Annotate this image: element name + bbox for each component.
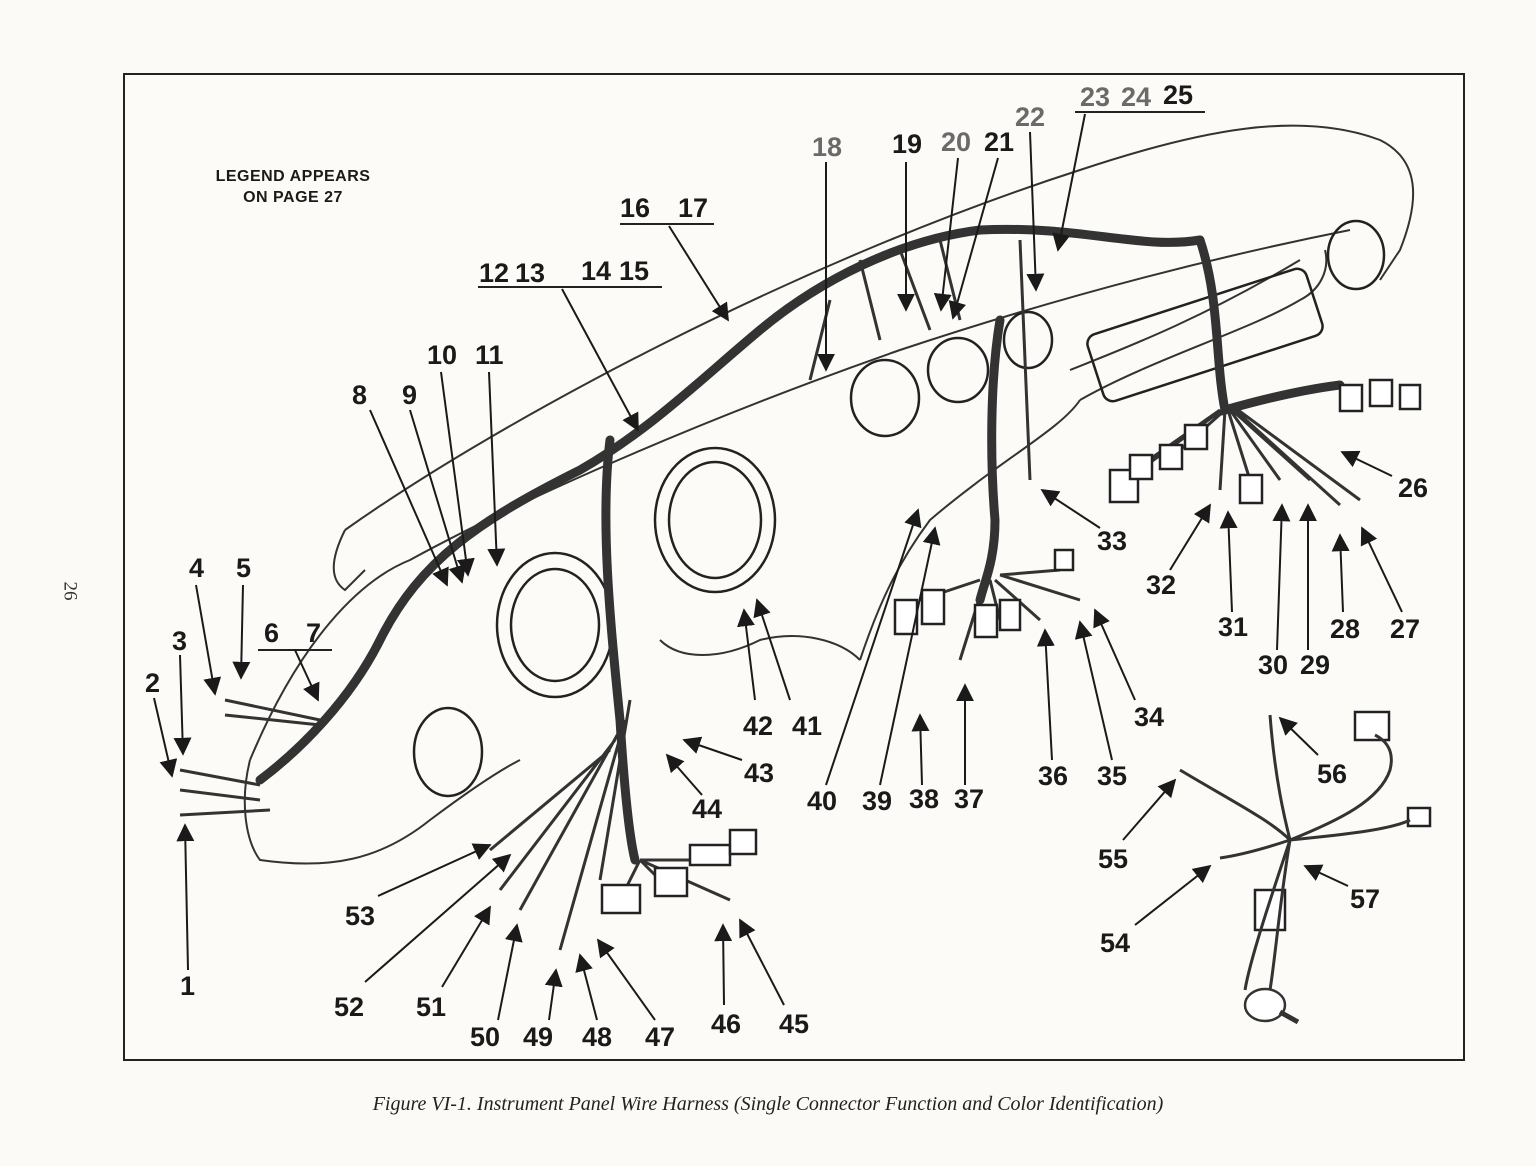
callout-52: 52: [334, 992, 365, 1022]
right-vent: [1328, 221, 1384, 289]
connector: [1240, 475, 1262, 503]
callout-22: 22: [1015, 102, 1046, 132]
callout-55: 55: [1098, 844, 1129, 874]
callout-41: 41: [792, 711, 823, 741]
callout-54: 54: [1100, 928, 1131, 958]
glove-box-outline: [1085, 266, 1325, 404]
callout-47: 47: [645, 1022, 676, 1052]
callout-1: 1: [180, 971, 196, 1001]
callout-29: 29: [1300, 650, 1331, 680]
tachometer-gauge: [655, 448, 775, 592]
connector: [690, 845, 730, 865]
legend-line-2: ON PAGE 27: [243, 189, 343, 206]
left-vent: [414, 708, 482, 796]
callout-3: 3: [172, 626, 188, 656]
callout-49: 49: [523, 1022, 554, 1052]
callout-46: 46: [711, 1009, 742, 1039]
callout-27: 27: [1390, 614, 1421, 644]
callout-33: 33: [1097, 526, 1128, 556]
callout-19: 19: [892, 129, 923, 159]
small-gauge-1: [851, 360, 919, 436]
callout-43: 43: [744, 758, 775, 788]
callout-45: 45: [779, 1009, 810, 1039]
connector: [1355, 712, 1389, 740]
speedometer-gauge: [497, 553, 613, 697]
callout-2: 2: [145, 668, 161, 698]
connector: [1055, 550, 1073, 570]
callout-6: 6: [264, 618, 280, 648]
callout-31: 31: [1218, 612, 1249, 642]
callout-51: 51: [416, 992, 447, 1022]
callout-labels: [145, 80, 1428, 1052]
callout-32: 32: [1146, 570, 1177, 600]
connector: [922, 590, 944, 624]
callout-56: 56: [1317, 759, 1348, 789]
gauges: [414, 221, 1384, 796]
callout-20: 20: [941, 127, 972, 157]
callout-11: 11: [475, 340, 504, 370]
callout-8: 8: [352, 380, 368, 410]
callout-40: 40: [807, 786, 838, 816]
callout-37: 37: [954, 784, 985, 814]
callout-39: 39: [862, 786, 893, 816]
callout-5: 5: [236, 553, 252, 583]
callout-38: 38: [909, 784, 940, 814]
callout-24: 24: [1121, 82, 1152, 112]
small-gauge-3: [1004, 312, 1052, 368]
connector: [1340, 385, 1362, 411]
callout-42: 42: [743, 711, 774, 741]
callout-7: 7: [306, 618, 322, 648]
callout-23: 23: [1080, 82, 1111, 112]
small-gauge-2: [928, 338, 988, 402]
callout-26: 26: [1398, 473, 1429, 503]
callout-25: 25: [1163, 80, 1194, 110]
connector: [655, 868, 687, 896]
callout-53: 53: [345, 901, 376, 931]
connector: [1130, 455, 1152, 479]
connector: [1000, 600, 1020, 630]
callout-50: 50: [470, 1022, 501, 1052]
callout-14: 14: [581, 256, 612, 286]
callout-21: 21: [984, 127, 1015, 157]
callout-34: 34: [1134, 702, 1165, 732]
connector: [975, 605, 997, 637]
callout-9: 9: [402, 380, 418, 410]
callout-36: 36: [1038, 761, 1069, 791]
connector: [1408, 808, 1430, 826]
callout-12: 12: [479, 258, 510, 288]
callout-35: 35: [1097, 761, 1128, 791]
connector: [1185, 425, 1207, 449]
callout-13: 13: [515, 258, 546, 288]
leader-lines: [154, 114, 1402, 1020]
connector: [1160, 445, 1182, 469]
detached-harness: [1180, 715, 1410, 1022]
callout-15: 15: [619, 256, 650, 286]
callout-44: 44: [692, 794, 723, 824]
connector: [1400, 385, 1420, 409]
callout-17: 17: [678, 193, 709, 223]
figure-caption: Figure VI-1. Instrument Panel Wire Harness (Single Connector Function and Color Identification): [372, 1093, 1164, 1115]
callout-16: 16: [620, 193, 651, 223]
page-number: 26: [59, 581, 81, 601]
connector: [730, 830, 756, 854]
callout-28: 28: [1330, 614, 1361, 644]
callout-48: 48: [582, 1022, 613, 1052]
connector: [602, 885, 640, 913]
callout-10: 10: [427, 340, 458, 370]
instrument-panel-outline: [245, 126, 1413, 864]
callout-57: 57: [1350, 884, 1381, 914]
callout-4: 4: [189, 553, 205, 583]
connector: [1370, 380, 1392, 406]
callout-30: 30: [1258, 650, 1289, 680]
callout-18: 18: [812, 132, 843, 162]
legend-line-1: LEGEND APPEARS: [215, 168, 371, 185]
